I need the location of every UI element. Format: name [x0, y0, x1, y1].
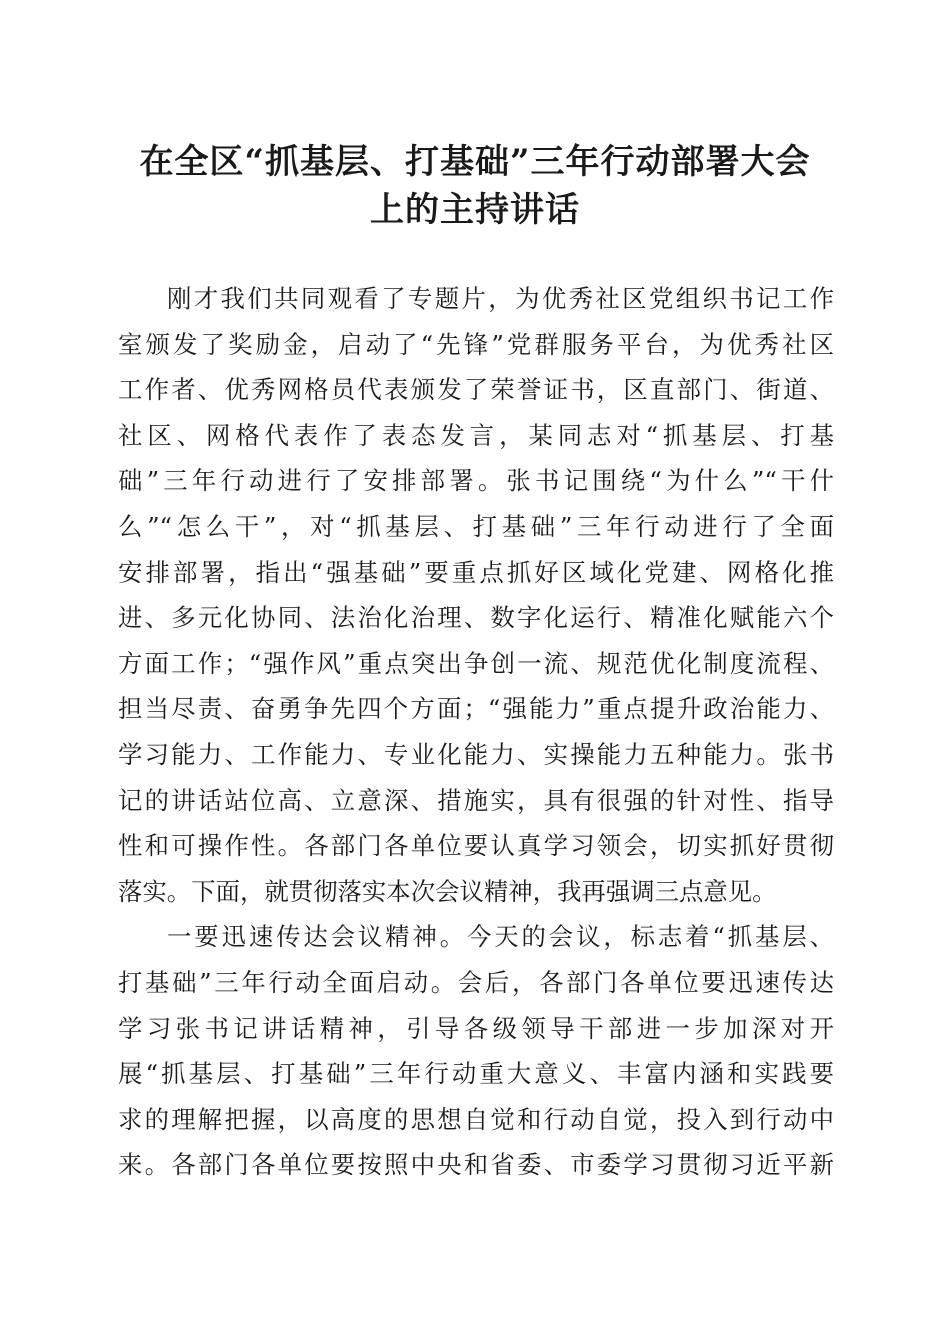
paragraph-1-line: 方面工作；“强作风”重点突出争创一流、规范优化制度流程、	[118, 648, 834, 678]
paragraph-1-line: 刚才我们共同观看了专题片，为优秀社区党组织书记工作	[167, 284, 834, 313]
paragraph-1-line: 进、多元化协同、法治化治理、数字化运行、精准化赋能六个	[118, 603, 834, 633]
paragraph-1-line: 社区、网格代表作了表态发言，某同志对“抓基层、打基	[118, 420, 834, 450]
paragraph-1-line: 室颁发了奖励金，启动了“先锋”党群服务平台，为优秀社区	[118, 329, 834, 359]
paragraph-2-line: 展“抓基层、打基础”三年行动重大意义、丰富内涵和实践要	[118, 1059, 834, 1089]
document-title-line-2: 上的主持讲话	[370, 190, 580, 230]
paragraph-1-line: 么”“怎么干”，对“抓基层、打基础”三年行动进行了全面	[118, 511, 834, 541]
paragraph-1-line: 性和可操作性。各部门各单位要认真学习领会，切实抓好贯彻	[118, 831, 834, 861]
paragraph-1-line: 工作者、优秀网格员代表颁发了荣誉证书，区直部门、街道、	[118, 375, 834, 405]
document-body	[118, 276, 834, 1188]
paragraph-1-line: 安排部署，指出“强基础”要重点抓好区域化党建、网格化推	[118, 557, 834, 587]
paragraph-1-line: 础”三年行动进行了安排部署。张书记围绕“为什么”“干什	[118, 466, 834, 496]
paragraph-1-line: 担当尽责、奋勇争先四个方面；“强能力”重点提升政治能力、	[118, 694, 834, 724]
paragraph-1-line: 学习能力、工作能力、专业化能力、实操能力五种能力。张书	[118, 739, 834, 769]
paragraph-2-line: 打基础”三年行动全面启动。会后，各部门各单位要迅速传达	[118, 967, 834, 997]
paragraph-1-line: 记的讲话站位高、立意深、措施实，具有很强的针对性、指导	[118, 785, 834, 815]
paragraph-2-line: 来。各部门各单位要按照中央和省委、市委学习贯彻习近平新	[118, 1150, 834, 1180]
paragraph-1-line: 落实。下面，就贯彻落实本次会议精神，我再强调三点意见。	[118, 876, 777, 906]
paragraph-2-line: 学习张书记讲话精神，引导各级领导干部进一步加深对开	[118, 1013, 834, 1043]
paragraph-2-line: 求的理解把握，以高度的思想自觉和行动自觉，投入到行动中	[118, 1104, 834, 1134]
document-title-line-1: 在全区“抓基层、打基础”三年行动部署大会	[139, 142, 811, 182]
paragraph-2-line: 一要迅速传达会议精神。今天的会议，标志着“抓基层、	[167, 922, 834, 952]
